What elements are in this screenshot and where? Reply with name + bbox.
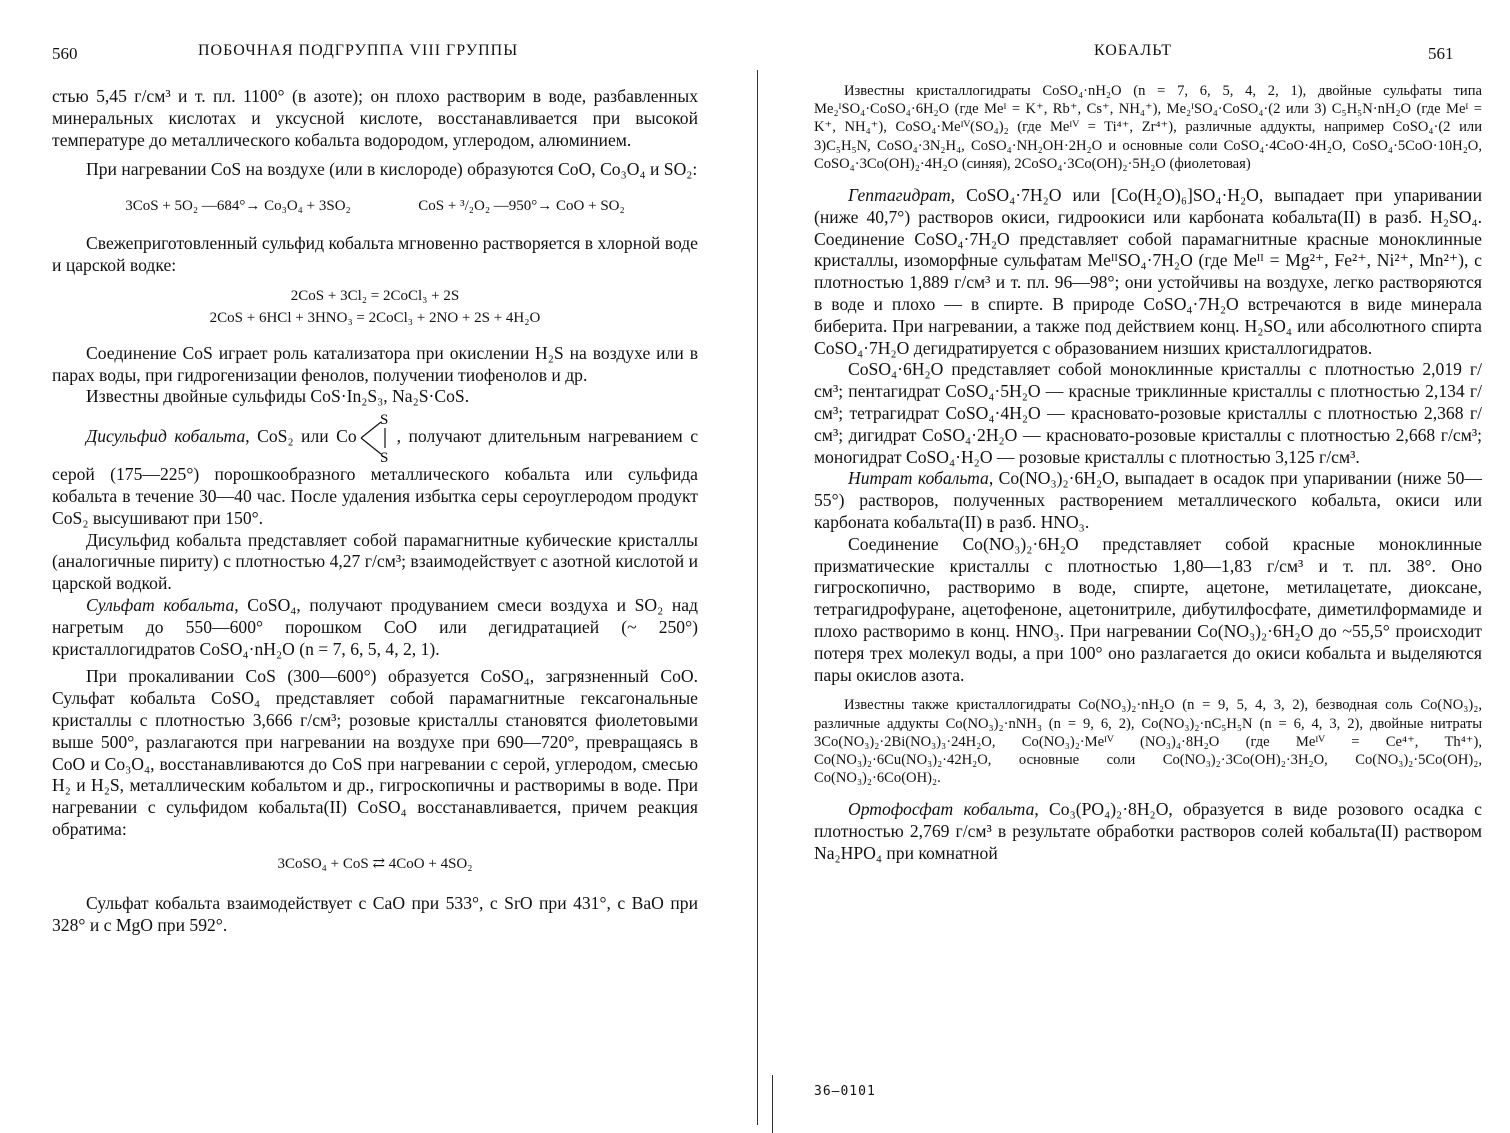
right-column [814, 82, 1482, 865]
equation: 2CoS + 6HCl + 3HNO₃ = 2CoCl₃ + 2NO + 2S + 4H₂O [209, 309, 541, 326]
text: , Co₃(PO₄)₂·8H₂O, образуется в виде розового осадка с плотностью 2,769 г/см³ в результате обработки растворов солей кобальта(II) раствором Na₂HPO₄ при комнатной [814, 799, 1482, 863]
italic-term: Гептагидрат [848, 185, 951, 206]
italic-term: Ортофосфат кобальта [848, 799, 1035, 820]
paragraph: Известны двойные сульфиды CoS·In₂S₃, Na₂S·CoS. [86, 386, 470, 407]
paragraph: Сульфат кобальта взаимодействует с CaO при 533°, с SrO при 431°, с BaO при 328° и с MgO при 592°. [52, 892, 698, 935]
paragraph: Соединение CoS играет роль катализатора при окислении H₂S на воздухе или в парах воды, при гидрогенизации фенолов, получении тиофенолов и др. [52, 342, 698, 385]
text: , CoSO₄·7H₂O или [Co(H₂O)₆]SO₄·H₂O, выпадает при упаривании (ниже 40,7°) растворов окиси, гидроокиси или карбоната кобальта(II) в разб. H₂SO₄. Соединение CoSO₄·7H₂O представляет собой парамагнитные красные моноклинные кристаллы, изоморфные сульфатам MeᴵᴵSO₄·7H₂O (где Meᴵᴵ = Mg²⁺, Fe²⁺, Ni²⁺, Mn²⁺), с плотностью 1,889 г/см³ и т. пл. 96—98°; они устойчивы на воздухе, легко растворяются в воде и плохо — в спирте. В природе CoSO₄·7H₂O встречаются в виде минерала биберита. При нагревании, а также под действием конц. H₂SO₄ или абсолютного спирта CoSO₄·7H₂O дегидратируется с образованием низших кристаллогидратов. [814, 185, 1482, 358]
paragraph: Дисульфид кобальта представляет собой парамагнитные кубические кристаллы (аналогичные пириту) с плотностью 4,27 г/см³; взаимодействует с азотной кислотой и царской водкой. [52, 529, 698, 594]
small-print-paragraph: Известны также кристаллогидраты Co(NO₃)₂·nH₂O (n = 9, 5, 4, 3, 2), безводная соль Co(NO₃)₂, различные аддукты Co(NO₃)₂·nNH₃ (n = 9, 6, 2), Co(NO₃)₂·nC₅H₅N (n = 6, 4, 3, 2), двойные нитраты 3Co(NO₃)₂·2Bi(NO₃)₃·24H₂O, Co(NO₃)₂·Meᴵⱽ (NO₃)₄·8H₂O (где Meᴵⱽ = Ce⁴⁺, Th⁴⁺), Co(NO₃)₂·6Cu(NO₃)₂·42H₂O, основные соли Co(NO₃)₂·3Co(OH)₂·3H₂O, Co(NO₃)₂·5Co(OH)₂, Co(NO₃)₂·6Co(OH)₂. [814, 697, 1482, 787]
text: , CoS₂ или Co [245, 426, 357, 447]
paragraph [814, 468, 1482, 533]
equation: 2CoS + 3Cl₂ = 2CoCl₃ + 2S [290, 287, 460, 304]
text: , Co(NO₃)₂·6H₂O, выпадает в осадок при упаривании (ниже 50—55°) растворов, полученных растворением металлического кобальта, окиси или карбоната кобальта(II) в разб. HNO₃. [814, 468, 1482, 532]
paragraph: При нагревании CoS на воздухе (или в кислороде) образуются CoO, Co₃O₄ и SO₂: [86, 159, 698, 180]
paragraph [814, 799, 1482, 864]
signature-mark: 36—0101 [814, 1084, 876, 1099]
equation-row [52, 195, 698, 217]
left-column [52, 86, 698, 936]
paragraph-disulfide [52, 412, 698, 529]
italic-term: Нитрат кобальта [848, 468, 989, 489]
equation: 3CoSO₄ + CoS ⇄ 4CoO + 4SO₂ [277, 855, 473, 872]
paragraph [814, 185, 1482, 359]
ring-sulfur-bottom: S [379, 450, 388, 465]
paragraph: стью 5,45 г/см³ и т. пл. 1100° (в азоте); он плохо растворим в воде, разбавленных минеральных кислотах и уксусной кислоте, восстанавливается при высокой температуре до металлического кобальта водородом, углеродом, алюминием. [52, 86, 698, 150]
small-print-paragraph: Известны кристаллогидраты CoSO₄·nH₂O (n = 7, 6, 5, 4, 2, 1), двойные сульфаты типа Me₂ᴵSO₄·CoSO₄·6H₂O (где Meᴵ = K⁺, Rb⁺, Cs⁺, NH₄⁺), Me₂ᴵSO₄·CoSO₄·(2 или 3) C₅H₅N·nH₂O (где Meᴵ = K⁺, NH₄⁺), CoSO₄·Meᴵⱽ(SO₄)₂ (где Meᴵⱽ = Ti⁴⁺, Zr⁴⁺), различные аддукты, например CoSO₄·(2 или 3)C₅H₅N, CoSO₄·3N₂H₄, CoSO₄·NH₂OH·2H₂O и основные соли CoSO₄·4CoO·4H₂O, CoSO₄·5CoO·10H₂O, CoSO₄·3Co(OH)₂·4H₂O (синяя), 2CoSO₄·3Co(OH)₂·5H₂O (фиолетовая) [814, 83, 1482, 172]
equation: CoS + ³/₂O₂ —950°→ CoO + SO₂ [418, 198, 625, 215]
paragraph: При прокаливании CoS (300—600°) образуется CoSO₄, загрязненный CoO. Сульфат кобальта CoSO₄ представляет собой парамагнитные гексагональные кристаллы с плотностью 3,666 г/см³; розовые кристаллы становятся фиолетовыми выше 500°, разлагаются при нагревании на воздухе при 690—720°, превращаясь в CoO и Co₃O₄, восстанавливаются до CoS при нагревании с серой, углеродом, смесью H₂ и H₂S, металлическим кобальтом и др., гигроскопичны и растворимы в воде. При нагревании с сульфидом кобальта(II) CoSO₄ восстанавливается, причем реакция обратима: [52, 666, 698, 839]
page-number: 560 [52, 44, 78, 63]
paragraph: CoSO₄·6H₂O представляет собой моноклинные кристаллы с плотностью 2,019 г/см³; пентагидрат CoSO₄·5H₂O — красные триклинные кристаллы с плотностью 2,134 г/см³; тетрагидрат CoSO₄·4H₂O — красновато-розовые кристаллы с плотностью 2,368 г/см³; дигидрат CoSO₄·2H₂O — красновато-розовые кристаллы с плотностью 2,668 г/см³; моногидрат CoSO₄·H₂O — розовые кристаллы с плотностью 3,125 г/см³. [814, 359, 1482, 467]
page-number: 561 [1428, 44, 1454, 63]
gutter-line [757, 70, 758, 1125]
right-page [770, 0, 1510, 1133]
paragraph: Соединение Co(NO₃)₂·6H₂O представляет собой красные моноклинные призматические кристаллы с плотностью 1,80—1,83 г/см³ и т. пл. 38°. Оно гигроскопично, растворимо в воде, спирте, ацетоне, метилацетате, диоксане, тетрагидрофуране, ацетофеноне, ацетонитриле, дибутилфосфате, диметилформамиде и плохо растворимо в конц. HNO₃. При нагревании Co(NO₃)₂·6H₂O до ~55,5° происходит потеря трех молекул воды, а при 100° оно разлагается до окиси кобальта и выделяются пары окислов азота. [814, 533, 1482, 685]
italic-term: Дисульфид кобальта [86, 426, 246, 447]
running-head: ПОБОЧНАЯ ПОДГРУППА VIII ГРУППЫ [198, 42, 519, 59]
ring-structure-icon [357, 412, 397, 464]
paragraph: Свежеприготовленный сульфид кобальта мгновенно растворяется в хлорной воде и царской водке: [52, 233, 698, 275]
equation: 3CoS + 5O₂ —684°→ Co₃O₄ + 3SO₂ [125, 198, 351, 215]
ring-sulfur-top: S [379, 412, 388, 429]
left-page [0, 0, 740, 1133]
paragraph [52, 595, 698, 660]
text: , CoSO₄, получают продуванием смеси воздуха и SO₂ над нагретым до 550—600° порошком CoO или дегидратацией (~ 250°) кристаллогидратов CoSO₄·nH₂O (n = 7, 6, 5, 4, 2, 1). [52, 594, 698, 659]
italic-term: Сульфат кобальта [86, 594, 235, 615]
running-head: КОБАЛЬТ [1094, 42, 1172, 59]
text: , получают длительным нагреванием с серой (175—225°) порошкообразного металлического кобальта или сульфида кобальта в течение 30—40 час. После удаления избытка серы сероуглеродом продукт CoS₂ высушивают при 150°. [52, 426, 699, 528]
